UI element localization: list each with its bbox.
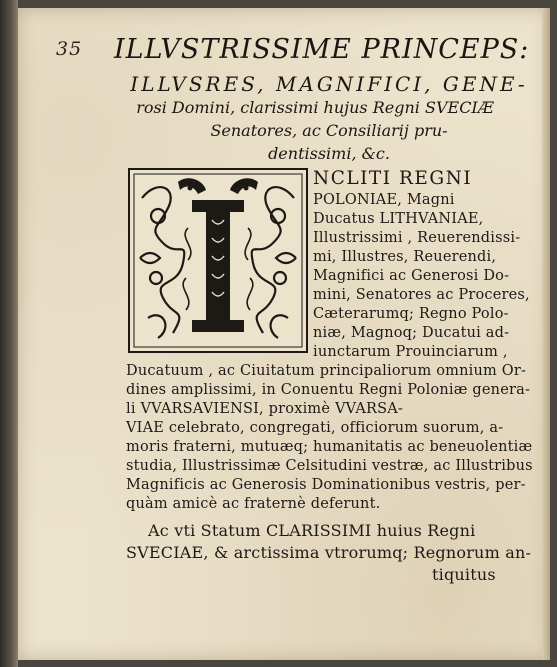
address-line-4: dentissimi, &c.: [268, 144, 390, 163]
book-page: [18, 8, 550, 660]
text-line: SVECIAE, & arctissima vtrorumq; Regnorum an-: [126, 543, 532, 562]
text-line: Cæterarumq; Regno Polo-: [313, 306, 509, 322]
text-line: Magnificis ac Generosis Dominationibus vestris, per-: [126, 477, 526, 493]
text-line: POLONIAE, Magni: [313, 192, 455, 208]
text-line: moris fraterni, mutuæq; humanitatis ac beneuolentiæ: [126, 439, 533, 455]
text-line: Illustrissimi , Reuerendissi-: [313, 230, 521, 246]
text-line: dines amplissimi, in Conuentu Regni Poloniæ genera-: [126, 382, 531, 398]
page-number: 35: [56, 38, 83, 60]
page-heading: ILLVSTRISSIME PRINCEPS:: [114, 34, 530, 65]
text-line: studia, Illustrissimæ Celsitudini vestræ, ac Illustribus: [126, 458, 533, 474]
address-line-1: ILLVSRES, MAGNIFICI, GENE-: [130, 72, 528, 96]
text-line: li VVARSAVIENSI, proximè VVARSA-: [126, 401, 404, 417]
text-line: NCLITI REGNI: [313, 168, 473, 189]
text-line: Ac vti Statum CLARISSIMI huius Regni: [148, 521, 476, 540]
text-line: Magnifici ac Generosi Do-: [313, 268, 510, 284]
text-line: VIAE celebrato, congregati, officiorum suorum, a-: [126, 420, 504, 436]
text-line: tiquitus: [432, 565, 496, 584]
text-line: niæ, Magnoq; Ducatui ad-: [313, 325, 510, 341]
book-binding: [0, 0, 18, 667]
text-line: iunctarum Prouinciarum ,: [313, 344, 508, 360]
ornamental-initial: [128, 168, 308, 353]
text-line: mi, Illustres, Reuerendi,: [313, 249, 497, 265]
page-edge: [542, 8, 550, 660]
address-line-3: Senatores, ac Consiliarij pru-: [210, 121, 448, 140]
address-line-2: rosi Domini, clarissimi hujus Regni SVECIÆ: [136, 98, 494, 117]
text-line: Ducatuum , ac Ciuitatum principaliorum omnium Or-: [126, 363, 527, 379]
text-line: mini, Senatores ac Proceres,: [313, 287, 530, 303]
text-line: quàm amicè ac fraternè deferunt.: [126, 496, 381, 512]
text-line: Ducatus LITHVANIAE,: [313, 211, 484, 227]
